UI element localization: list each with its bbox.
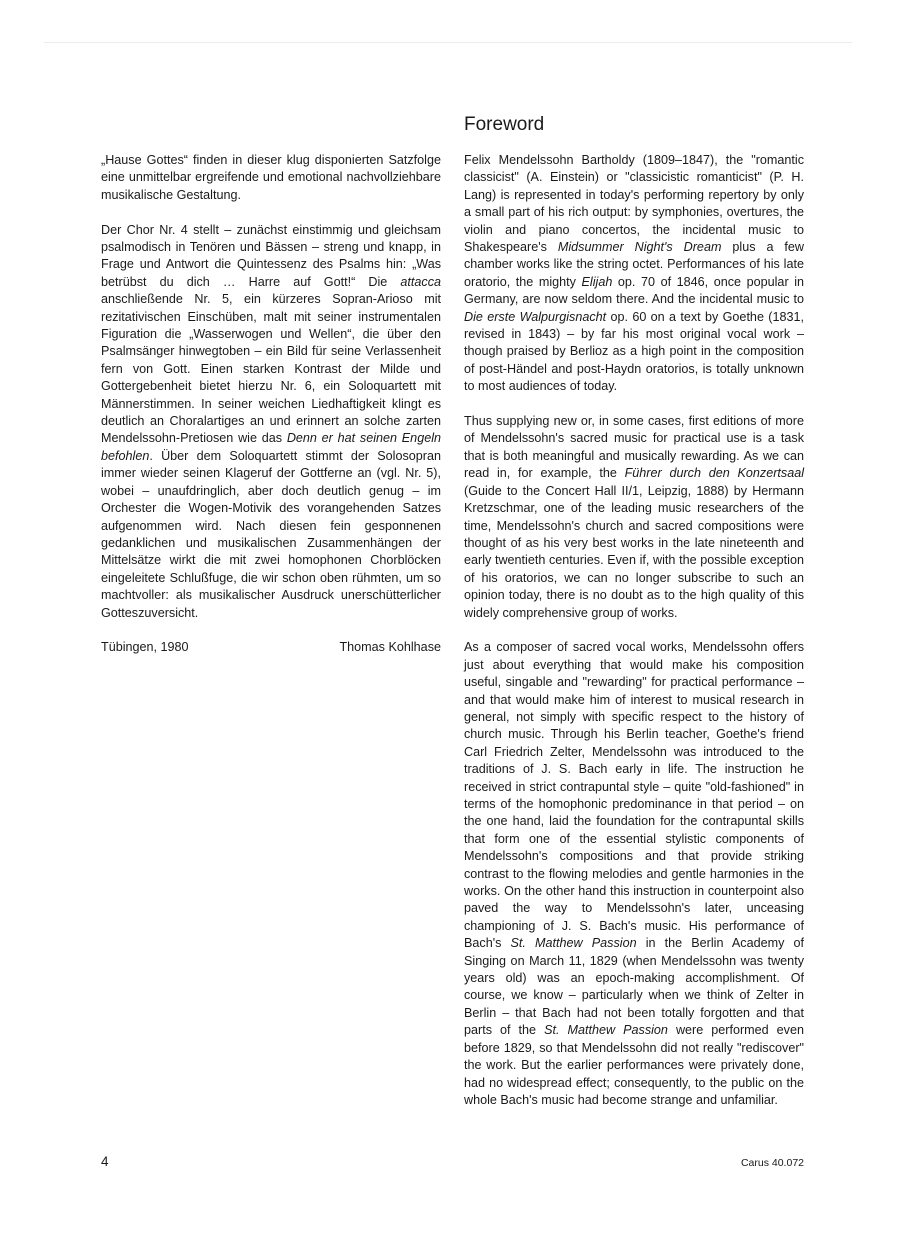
italic-title: Denn er hat seinen Engeln befohlen [101, 431, 441, 463]
text-run: Felix Mendelssohn Bartholdy (1809–1847), the "romantic classicist" (A. Einstein) or "classicistic romanticist" (P. H. Lang) is represented in today's performing repertory by only a small part of his rich output: by symphonies, overtures, the violin and piano concertos, the incidental music to Shakespeare's [464, 153, 804, 255]
text-run: were performed even before 1829, so that Mendelssohn did not really "rediscover" the work. But the earlier performances were privately done, had no widespread effect; consequently, to the public on the whole Bach's music had become strange and unfamiliar. [464, 1023, 804, 1107]
text-run: op. 70 of 1846, once popular in Germany, are now seldom there. And the incidental music to [464, 274, 805, 307]
paragraph [464, 152, 804, 396]
text-run: Thus supplying new or, in some cases, first editions of more of Mendelssohn's sacred music for practical use is a task that is both meaningful and musically rewarding. As we can read in, for example, the [464, 414, 804, 481]
text-run: anschließende Nr. 5, ein kürzeres Sopran-Arioso mit rezitativischen Einschüben, malt mit seiner instrumentalen Figuration die „Wasserwogen und Wellen“, die über den Psalmsänger hinwegtoben – ein Bild für seine Verlassenheit fern von Gott. Einen starken Kontrast der Milde und Gottergebenheit bietet hierzu Nr. 6, ein Soloquartett mit Männerstimmen. In seiner weichen Liedhaftigkeit klingt es deutlich an Choralartiges an und erinnert an solche zarten Mendelssohn-Pretiosen wie das [101, 292, 441, 446]
signature-line [101, 639, 441, 656]
paragraph [464, 413, 804, 622]
page-number: 4 [101, 1154, 109, 1169]
catalog-number: Carus 40.072 [740, 1157, 804, 1169]
text-run: . Über dem Soloquartett stimmt der Solosopran immer wieder seinen Klageruf der Gottferne an (vgl. Nr. 5), wobei – unaufdringlich, aber doch deutlich genug – im Orchester die Wogen-Motivik des vorangehenden Satzes aufgenommen wird. Nach diesen fein gesponnenen gedanklichen und musikalischen Zusammenhängen der Mittelsätze wirkt die mit zwei homophonen Chorblöcken eingeleitete Schlußfuge, die wir schon oben rühmten, um so machtvoller: als musikalischer Ausdruck unerschütterlicher Gotteszuversicht. [101, 448, 441, 620]
italic-title: St. Matthew Passion [544, 1023, 668, 1038]
right-column [464, 152, 804, 1127]
text-run: plus a few chamber works like the string octet. Performances of his late oratorio, the mighty [464, 240, 804, 289]
foreword-title: Foreword [464, 114, 545, 135]
italic-title: Die erste Walpurgisnacht [464, 309, 607, 324]
italic-title: St. Matthew Passion [510, 936, 637, 951]
text-run: op. 60 on a text by Goethe (1831, revised in 1843) – by far his most original vocal work – though praised by Berlioz as a high point in the composition of post-Händel and post-Haydn oratorios, is totally unknown to most audiences of today. [464, 309, 804, 394]
paragraph [101, 222, 441, 622]
left-column [101, 152, 441, 657]
place-date: Tübingen, 1980 [101, 640, 189, 655]
italic-term: attacca [400, 274, 441, 289]
paragraph [101, 152, 441, 204]
text-run: „Hause Gottes“ finden in dieser klug disponierten Satzfolge eine unmittelbar ergreifende und emotional nachvollziehbare musikalische Gestaltung. [101, 153, 441, 202]
text-run: in the Berlin Academy of Singing on March 11, 1829 (when Mendelssohn was twenty years old) was an epoch-making accomplishment. Of course, we know – particularly when we think of Zelter in Berlin – that Bach had not been totally forgotten and that parts of the [464, 936, 804, 1038]
italic-title: Führer durch den Konzertsaal [624, 466, 804, 481]
text-run: As a composer of sacred vocal works, Mendelssohn offers just about everything that would make his composition useful, singable and "rewarding" for practical performance – and that would make him of interest to musical research in general, not simply with specific respect to the history of church music. Through his Berlin teacher, Goethe's friend Carl Friedrich Zelter, Mendelssohn was introduced to the traditions of J. S. Bach early in life. The instruction he received in strict contrapuntal style – quite "old-fashioned" in terms of the homophonic predominance in that period – on the one hand, laid the foundation for the contrapuntal skills that form one of the essential stylistic components of Mendelssohn's compositions and that provide striking contrast to the flowing melodies and gentle harmonies in the works. On the other hand this instruction in counterpoint also paved the way to Mendelssohn's later, unceasing championing of J. S. Bach's music. His performance of Bach's [464, 640, 804, 951]
text-run: (Guide to the Concert Hall II/1, Leipzig, 1888) by Hermann Kretzschmar, one of the leading music researchers of the time, Mendelssohn's church and sacred compositions were thought of as his very best works in the late nineteenth and early twentieth centuries. Even if, with the possible exception of his oratorios, we can no longer subscribe to such an opinion today, there is no doubt as to the high quality of this widely comprehensive group of works. [464, 483, 804, 620]
italic-title: Midsummer Night's Dream [557, 240, 722, 255]
author-name: Thomas Kohlhase [339, 640, 441, 655]
paragraph [464, 639, 804, 1109]
header-rule [44, 42, 852, 43]
italic-title: Elijah [581, 274, 613, 289]
text-run: Der Chor Nr. 4 stellt – zunächst einstimmig und gleichsam psalmodisch in Tenören und Bässen – streng und knapp, in Frage und Antwort die Quintessenz des Psalms hin: „Was betrübst du dich … Harre auf Gott!“ Die [101, 222, 441, 289]
